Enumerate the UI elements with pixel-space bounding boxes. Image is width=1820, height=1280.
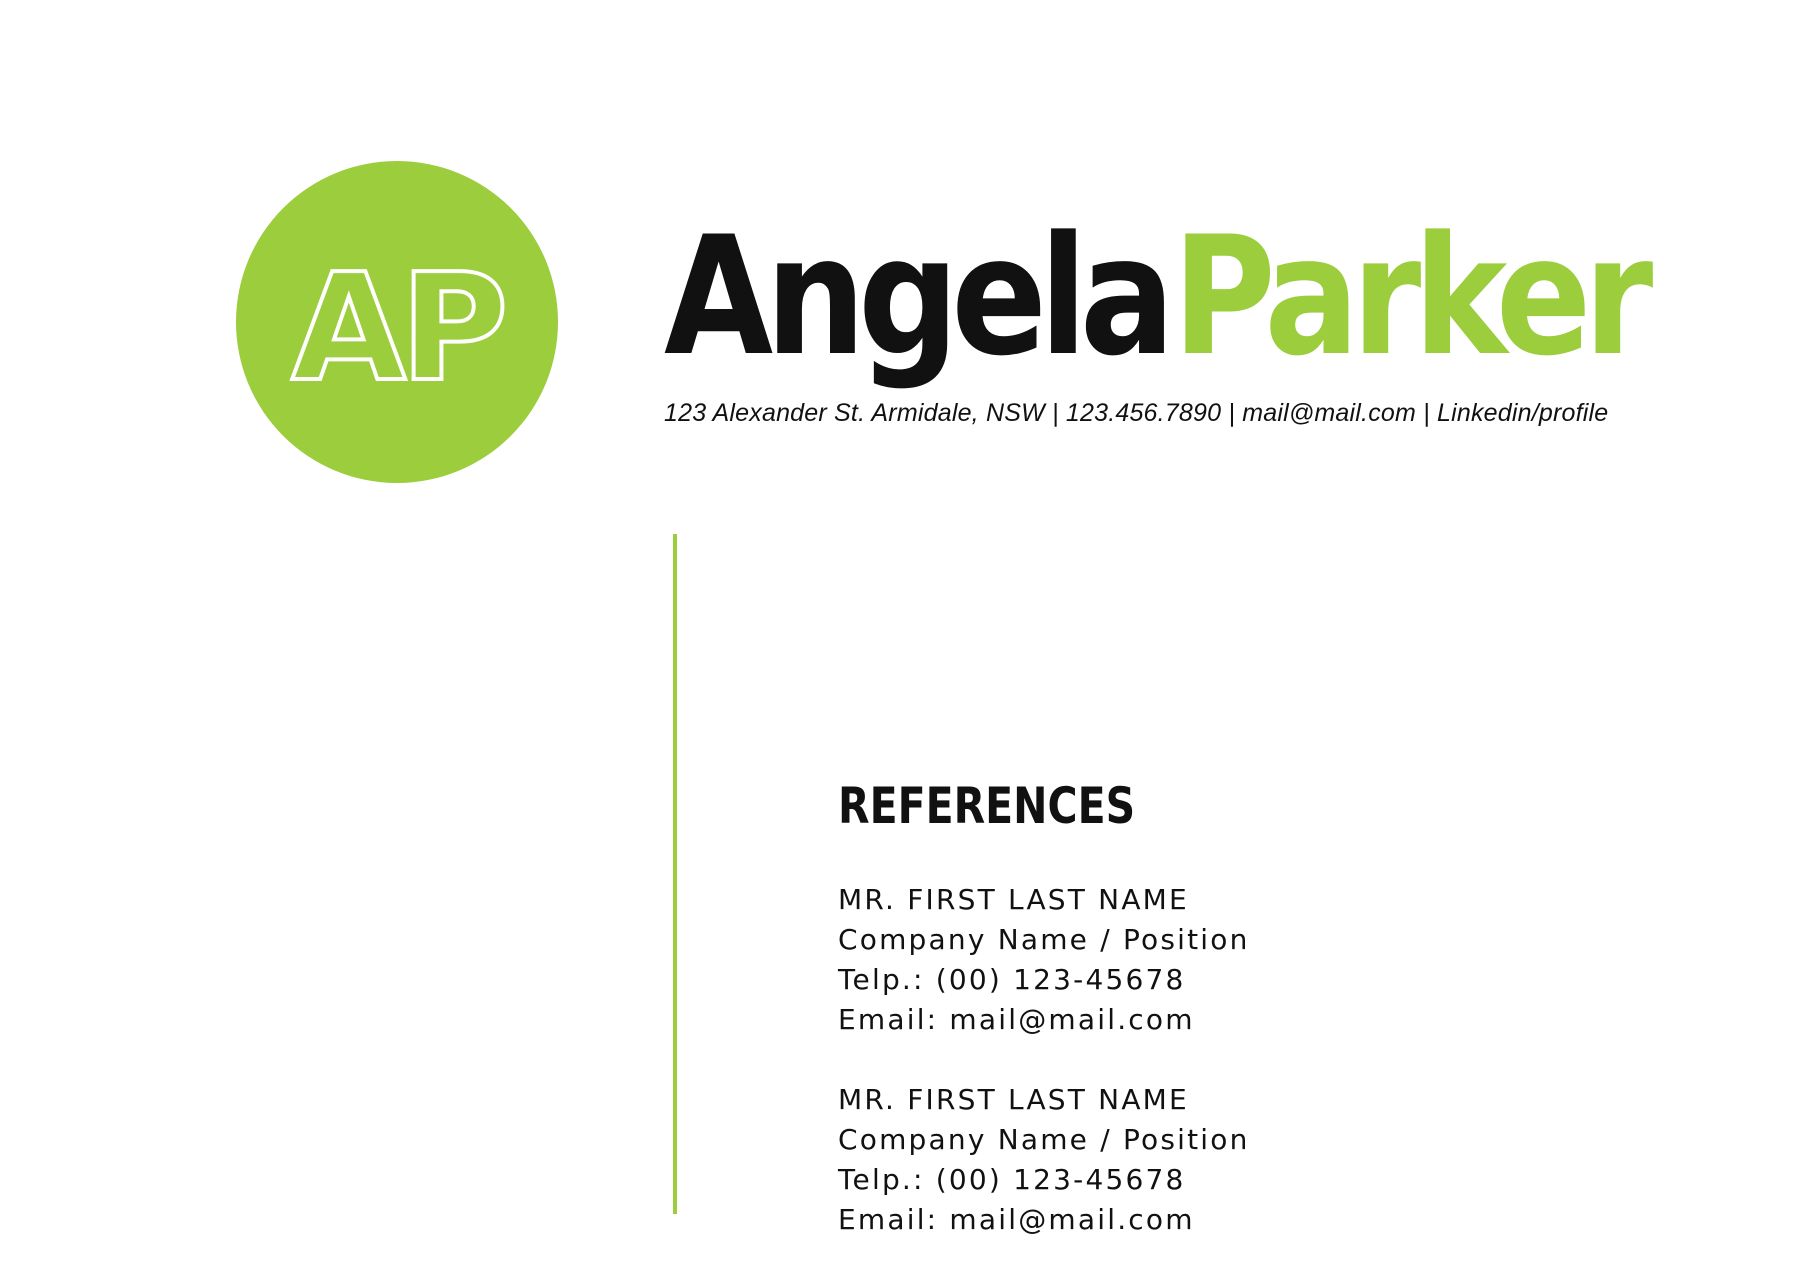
reference-company: Company Name / Position	[838, 1123, 1250, 1156]
monogram-initials: AP	[291, 242, 503, 414]
reference-company: Company Name / Position	[838, 923, 1250, 956]
applicant-name	[664, 201, 1646, 392]
reference-name: MR. FIRST LAST NAME	[838, 883, 1189, 916]
first-name: Angela	[664, 201, 1168, 392]
reference-email: Email: mail@mail.com	[838, 1003, 1195, 1036]
reference-phone: Telp.: (00) 123-45678	[838, 1163, 1186, 1196]
reference-name: MR. FIRST LAST NAME	[838, 1083, 1189, 1116]
references-heading: REFERENCES	[838, 777, 1136, 835]
monogram-logo	[236, 161, 558, 483]
vertical-divider	[673, 534, 677, 1214]
reference-entry	[838, 1080, 1538, 1240]
monogram-initials-graphic	[236, 161, 558, 483]
reference-email: Email: mail@mail.com	[838, 1203, 1195, 1236]
reference-entry	[838, 880, 1538, 1040]
references-list	[838, 880, 1538, 1280]
reference-phone: Telp.: (00) 123-45678	[838, 963, 1186, 996]
last-name: Parker	[1172, 201, 1646, 392]
contact-line: 123 Alexander St. Armidale, NSW | 123.456.7890 | mail@mail.com | Linkedin/profile	[664, 399, 1609, 427]
